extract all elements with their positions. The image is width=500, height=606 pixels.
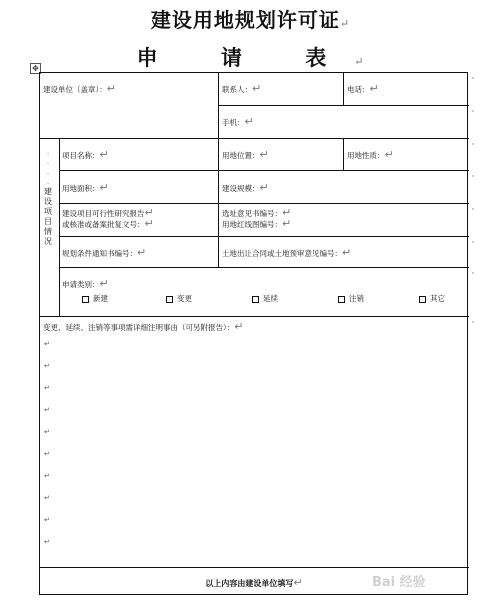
apply-type-label: 申请类别：↵ (62, 277, 109, 290)
paragraph-mark: ↵ (44, 516, 50, 524)
col-divider (218, 72, 219, 138)
checkbox-cancel[interactable]: 注销 (338, 294, 364, 304)
row-divider (39, 567, 469, 568)
col-divider (343, 72, 344, 105)
form-title: 建设用地规划许可证↵ (150, 8, 350, 32)
phone-field[interactable]: 电话：↵ (347, 82, 379, 95)
row-divider (39, 138, 469, 139)
row-end-mark: ' (472, 320, 474, 328)
section-label-vertical: . . . . 建 设 项 目 情 况 (44, 147, 52, 246)
row-divider (59, 236, 469, 237)
land-contract-field[interactable]: 土地出让合同或土地预审意见编号：↵ (222, 246, 352, 259)
row-end-mark: ' (472, 109, 474, 117)
land-location-field[interactable]: 用地位置：↵ (222, 148, 269, 161)
paragraph-mark: ↵ (44, 494, 50, 502)
row-end-mark: ' (472, 207, 474, 215)
checkbox-extend[interactable]: 延续 (252, 294, 278, 304)
form-subtitle: 申 请 表↵ (136, 45, 364, 70)
checkbox-other[interactable]: 其它 (419, 294, 445, 304)
row-divider (59, 203, 469, 204)
site-opinion-field[interactable]: 选址意见书编号：↵ 用地红线图编号：↵ (222, 206, 292, 230)
paragraph-mark: ↵ (44, 406, 50, 414)
paragraph-mark: ↵ (44, 362, 50, 370)
row-end-mark: ' (472, 271, 474, 279)
col-divider (343, 138, 344, 170)
paragraph-mark: ↵ (44, 384, 50, 392)
land-nature-field[interactable]: 用地性质：↵ (347, 148, 394, 161)
reason-field[interactable]: 变更、延续、注销等事项需详细注明事由（可另附报告）：↵ (43, 320, 244, 333)
row-divider (218, 105, 469, 106)
paragraph-mark: ↵ (44, 472, 50, 480)
row-divider (39, 316, 469, 317)
build-scale-field[interactable]: 建设规模：↵ (222, 181, 269, 194)
checkbox-change[interactable]: 变更 (166, 294, 192, 304)
row-end-mark: ' (472, 142, 474, 150)
paragraph-mark: ↵ (44, 428, 50, 436)
footer-note: 以上内容由建设单位填写↵ (205, 576, 303, 589)
paragraph-mark: ↵ (44, 538, 50, 546)
land-area-field[interactable]: 用地面积：↵ (62, 181, 109, 194)
row-end-mark: ' (472, 76, 474, 84)
row-end-mark: ' (472, 174, 474, 182)
table-move-handle-icon[interactable]: ✥ (30, 63, 41, 74)
paragraph-mark: ↵ (44, 340, 50, 348)
watermark: Bai 经验 (372, 575, 426, 590)
row-divider (59, 170, 469, 171)
row-end-mark: ' (472, 240, 474, 248)
col-divider (218, 138, 219, 267)
row-divider (59, 267, 469, 268)
planning-notice-field[interactable]: 规划条件通知书编号：↵ (62, 246, 147, 259)
unit-field[interactable]: 建设单位（盖章）：↵ (43, 82, 116, 95)
project-name-field[interactable]: 项目名称：↵ (62, 148, 109, 161)
paragraph-mark: ↵ (44, 450, 50, 458)
contact-field[interactable]: 联系人：↵ (222, 82, 262, 95)
col-divider (59, 138, 60, 316)
feasibility-field[interactable]: 建设项目可行性研究报告↵ 或核准或备案批复文号：↵ (62, 206, 154, 230)
mobile-field[interactable]: 手机：↵ (222, 115, 254, 128)
checkbox-new[interactable]: 新建 (82, 294, 108, 304)
